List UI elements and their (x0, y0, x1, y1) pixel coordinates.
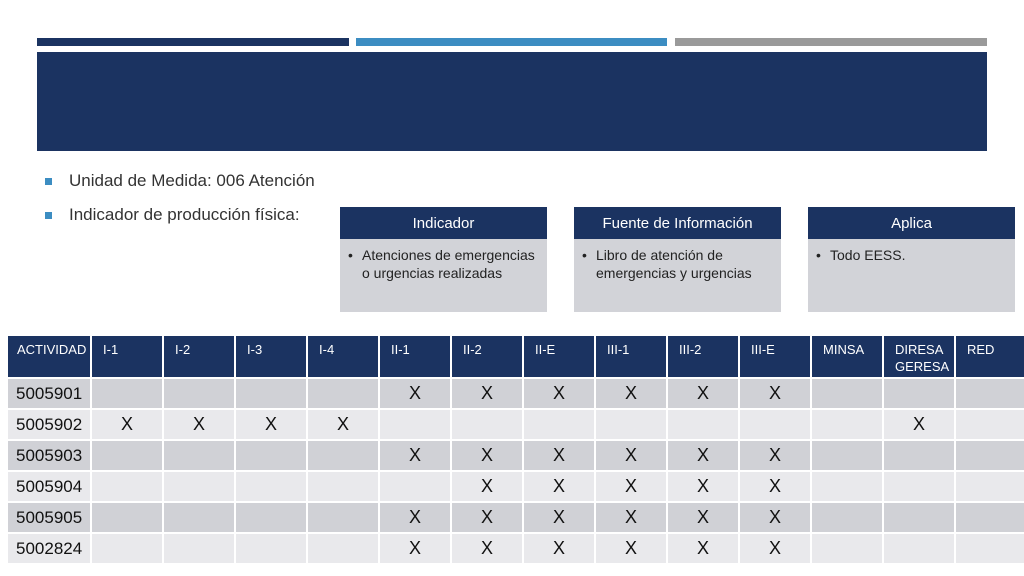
info-box-body (808, 239, 1015, 312)
level-cell: X (739, 502, 811, 533)
column-header: MINSA (811, 335, 883, 378)
bullet-text: Indicador de producción física: (69, 205, 300, 224)
level-cell (379, 471, 451, 502)
level-cell: X (595, 502, 667, 533)
level-cell (811, 440, 883, 471)
level-cell (163, 533, 235, 564)
activity-level-table (6, 334, 1024, 565)
column-header: I-3 (235, 335, 307, 378)
bullet-unidad-medida (45, 171, 315, 191)
level-cell (307, 502, 379, 533)
level-cell: X (379, 378, 451, 409)
activity-code-cell: 5005905 (7, 502, 91, 533)
bullet-text: Unidad de Medida: 006 Atención (69, 171, 315, 190)
level-cell (883, 502, 955, 533)
bullet-indicador-produccion (45, 205, 300, 225)
level-cell (811, 502, 883, 533)
level-cell: X (739, 440, 811, 471)
level-cell: X (739, 471, 811, 502)
info-box-aplica (808, 207, 1015, 312)
accent-bar-gray (675, 38, 987, 46)
info-box-header: Aplica (808, 207, 1015, 239)
level-cell (883, 378, 955, 409)
level-cell (379, 409, 451, 440)
title-banner (37, 52, 987, 151)
level-cell (91, 502, 163, 533)
info-box-header: Indicador (340, 207, 547, 239)
info-box-item: • Todo EESS. (816, 246, 1007, 264)
square-bullet-icon (45, 212, 52, 219)
level-cell: X (91, 409, 163, 440)
level-cell: X (451, 533, 523, 564)
level-cell: X (523, 533, 595, 564)
level-cell (235, 502, 307, 533)
level-cell: X (523, 378, 595, 409)
level-cell (595, 409, 667, 440)
level-cell: X (595, 533, 667, 564)
level-cell: X (379, 440, 451, 471)
accent-bar-blue (356, 38, 667, 46)
level-cell: X (667, 378, 739, 409)
level-cell (955, 378, 1024, 409)
level-cell (163, 502, 235, 533)
level-cell (307, 471, 379, 502)
accent-bar-navy (37, 38, 349, 46)
table-row (7, 502, 1024, 533)
activity-code-cell: 5005902 (7, 409, 91, 440)
table-row (7, 533, 1024, 564)
table-row (7, 471, 1024, 502)
info-box-body (574, 239, 781, 312)
level-cell (451, 409, 523, 440)
level-cell (91, 440, 163, 471)
activity-code-cell: 5005901 (7, 378, 91, 409)
level-cell: X (451, 502, 523, 533)
activity-code-cell: 5005904 (7, 471, 91, 502)
level-cell (307, 378, 379, 409)
level-cell (739, 409, 811, 440)
level-cell (811, 533, 883, 564)
column-header: III-2 (667, 335, 739, 378)
level-cell (307, 440, 379, 471)
level-cell (955, 502, 1024, 533)
level-cell: X (451, 471, 523, 502)
level-cell: X (379, 502, 451, 533)
table-header-row (7, 335, 1024, 378)
level-cell (955, 471, 1024, 502)
level-cell: X (595, 440, 667, 471)
level-cell (811, 471, 883, 502)
level-cell: X (451, 378, 523, 409)
level-cell: X (523, 440, 595, 471)
level-cell: X (739, 533, 811, 564)
square-bullet-icon (45, 178, 52, 185)
level-cell (235, 378, 307, 409)
level-cell (163, 471, 235, 502)
level-cell (91, 533, 163, 564)
column-header: I-4 (307, 335, 379, 378)
info-box-item: • Atenciones de emergencias o urgencias realizadas (348, 246, 539, 282)
column-header: RED (955, 335, 1024, 378)
level-cell: X (667, 533, 739, 564)
level-cell: X (883, 409, 955, 440)
level-cell (955, 440, 1024, 471)
level-cell (235, 440, 307, 471)
level-cell: X (235, 409, 307, 440)
level-cell: X (307, 409, 379, 440)
level-cell: X (667, 471, 739, 502)
activity-code-cell: 5005903 (7, 440, 91, 471)
info-box-header: Fuente de Información (574, 207, 781, 239)
level-cell (883, 471, 955, 502)
column-header: III-1 (595, 335, 667, 378)
column-header: III-E (739, 335, 811, 378)
level-cell (811, 378, 883, 409)
column-header: DIRESA GERESA (883, 335, 955, 378)
level-cell (523, 409, 595, 440)
level-cell: X (523, 471, 595, 502)
level-cell (955, 533, 1024, 564)
level-cell (811, 409, 883, 440)
info-box-body (340, 239, 547, 312)
level-cell: X (163, 409, 235, 440)
column-header: I-2 (163, 335, 235, 378)
level-cell (163, 440, 235, 471)
activity-code-cell: 5002824 (7, 533, 91, 564)
level-cell (667, 409, 739, 440)
info-box-item: • Libro de atención de emergencias y urgencias (582, 246, 773, 282)
level-cell: X (523, 502, 595, 533)
info-box-indicador (340, 207, 547, 312)
table-row (7, 378, 1024, 409)
column-header: II-1 (379, 335, 451, 378)
level-cell (163, 378, 235, 409)
table-row (7, 409, 1024, 440)
level-cell (91, 471, 163, 502)
table-body (7, 378, 1024, 564)
level-cell: X (595, 378, 667, 409)
level-cell: X (667, 502, 739, 533)
level-cell: X (451, 440, 523, 471)
table-row (7, 440, 1024, 471)
level-cell (235, 471, 307, 502)
level-cell (883, 440, 955, 471)
level-cell: X (667, 440, 739, 471)
column-header: ACTIVIDAD (7, 335, 91, 378)
level-cell: X (739, 378, 811, 409)
info-box-fuente (574, 207, 781, 312)
level-cell (235, 533, 307, 564)
level-cell: X (379, 533, 451, 564)
level-cell (955, 409, 1024, 440)
column-header: II-2 (451, 335, 523, 378)
level-cell (91, 378, 163, 409)
level-cell (307, 533, 379, 564)
column-header: II-E (523, 335, 595, 378)
column-header: I-1 (91, 335, 163, 378)
level-cell (883, 533, 955, 564)
level-cell: X (595, 471, 667, 502)
